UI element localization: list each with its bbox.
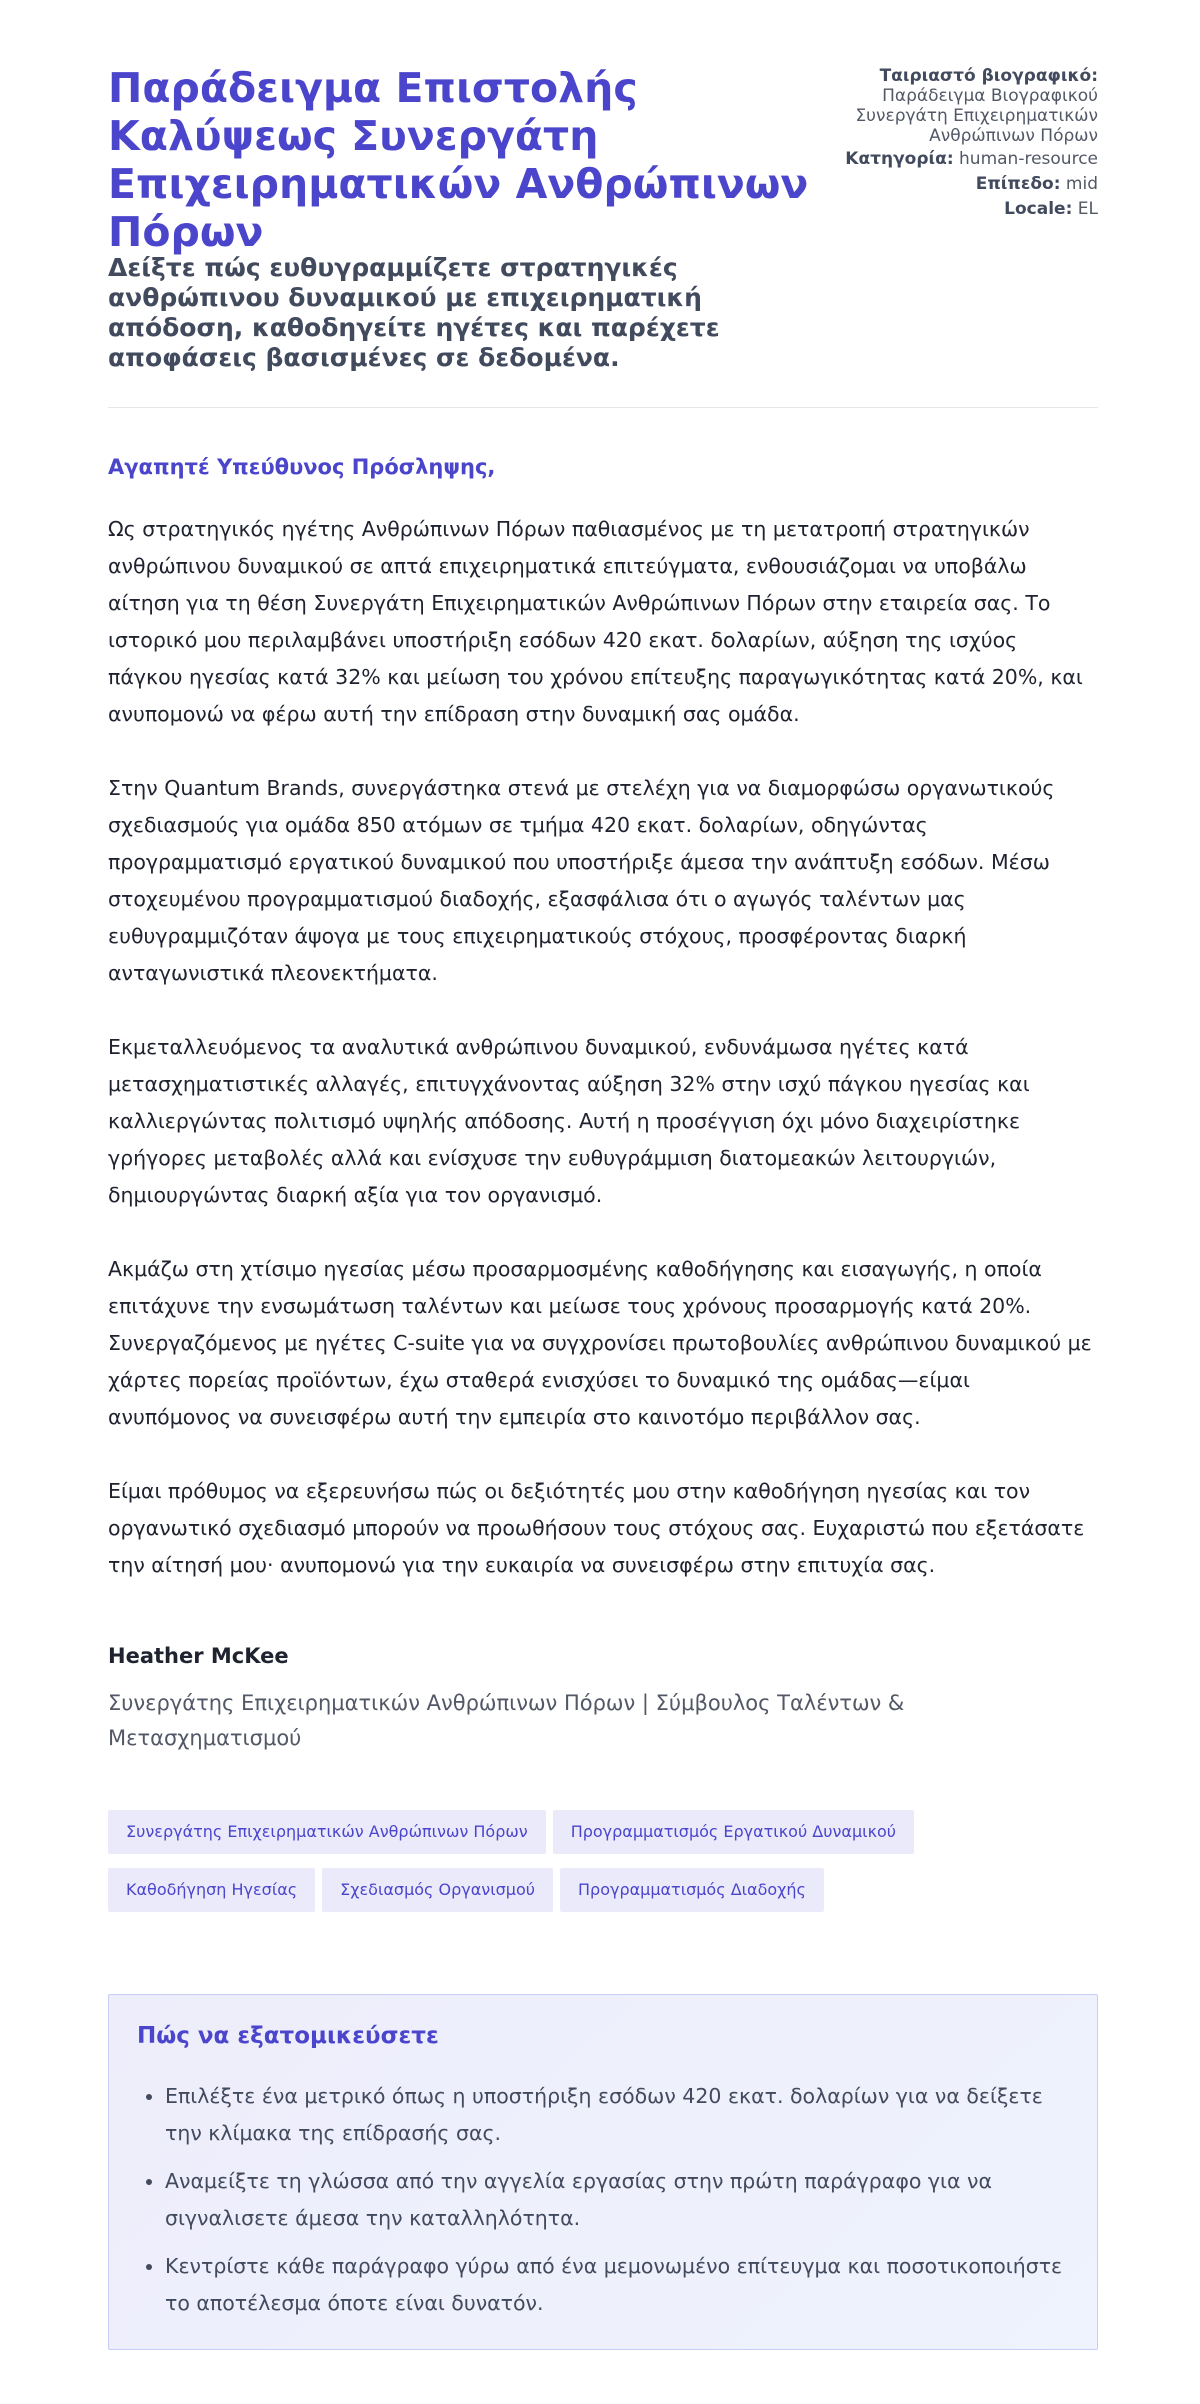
letter-paragraph: Εκμεταλλευόμενος τα αναλυτικά ανθρώπινου δυναμικού, ενδυνάμωσα ηγέτες κατά μετασχηματιστικές αλλαγές, επιτυγχάνοντας αύξηση 32% στην ισχύ πάγκου ηγεσίας και καλλιεργώντας πολιτισμό υψηλής απόδοσης. Αυτή η προσέγγιση όχι μόνο διαχειρίστηκε γρήγορες μεταβολές αλλά και ενίσχυσε την ευθυγράμμιση διατομεακών λειτουργιών, δημιουργώντας διαρκή αξία για τον οργανισμό. (108, 1035, 1030, 1207)
meta-locale-label: Locale: (1004, 199, 1073, 219)
page-title: Παράδειγμα Επιστολής Καλύψεως Συνεργάτη Επιχειρηματικών Ανθρώπινων Πόρων (108, 64, 809, 256)
meta-resume-value[interactable]: Παράδειγμα Βιογραφικού Συνεργάτη Επιχειρηματικών Ανθρώπινων Πόρων (855, 86, 1098, 146)
meta-category-label: Κατηγορία: (845, 149, 954, 169)
meta-panel (798, 66, 1098, 224)
letter-paragraph: Στην Quantum Brands, συνεργάστηκα στενά με στελέχη για να διαμορφώσω οργανωτικούς σχεδιασμούς για ομάδα 850 ατόμων σε τμήμα 420 εκατ. δολαρίων, οδηγώντας προγραμματισμό εργατικού δυναμικού που υποστήριξε άμεσα την ανάπτυξη εσόδων. Μέσω στοχευμένου προγραμματισμού διαδοχής, εξασφάλισα ότι ο αγωγός ταλέντων μας ευθυγραμμιζόταν άψογα με τους επιχειρηματικούς στόχους, προσφέροντας διαρκή ανταγωνιστικά πλεονεκτήματα. (108, 776, 1055, 985)
tips-title: Πώς να εξατομικεύσετε (137, 2023, 439, 2049)
meta-category (798, 149, 1098, 169)
letter-paragraph: Ως στρατηγικός ηγέτης Ανθρώπινων Πόρων παθιασμένος με τη μετατροπή στρατηγικών ανθρώπινου δυναμικού σε απτά επιχειρηματικά επιτεύγματα, ενθουσιάζομαι να υποβάλω αίτηση για τη θέση Συνεργάτη Επιχειρηματικών Ανθρώπινων Πόρων στην εταιρεία σας. Το ιστορικό μου περιλαμβάνει υποστήριξη εσόδων 420 εκατ. δολαρίων, αύξηση της ισχύος πάγκου ηγεσίας κατά 32% και μείωση του χρόνου επίτευξης παραγωγικότητας κατά 20%, και ανυπομονώ να φέρω αυτή την επίδραση στην δυναμική σας ομάδα. (108, 517, 1083, 726)
meta-level (798, 174, 1098, 194)
tag-chip[interactable]: Σχεδιασμός Οργανισμού (322, 1868, 553, 1912)
page-subtitle: Δείξτε πώς ευθυγραμμίζετε στρατηγικές ανθρώπινου δυναμικού με επιχειρηματική απόδοση, καθοδηγείτε ηγέτες και παρέχετε αποφάσεις βασισμένες σε δεδομένα. (108, 253, 720, 372)
page-header (108, 0, 1098, 408)
tag-chip[interactable]: Καθοδήγηση Ηγεσίας (108, 1868, 315, 1912)
letter-paragraph: Είμαι πρόθυμος να εξερευνήσω πώς οι δεξιότητές μου στην καθοδήγηση ηγεσίας και τον οργανωτικό σχεδιασμό μπορούν να προωθήσουν τους στόχους σας. Ευχαριστώ που εξετάσατε την αίτησή μου· ανυπομονώ για την ευκαιρία να συνεισφέρω στην επιτυχία σας. (108, 1479, 1085, 1577)
meta-level-label: Επίπεδο: (975, 174, 1061, 194)
tips-item: • Επιλέξτε ένα μετρικό όπως η υποστήριξη εσόδων 420 εκατ. δολαρίων για να δείξετε την κλίμακα της επίδρασής σας. (165, 2078, 1065, 2152)
letter-paragraph: Ακμάζω στη χτίσιμο ηγεσίας μέσω προσαρμοσμένης καθοδήγησης και εισαγωγής, η οποία επιτάχυνε την ενσωμάτωση ταλέντων και μείωσε τους χρόνους προσαρμογής κατά 20%. Συνεργαζόμενος με ηγέτες C-suite για να συγχρονίσει πρωτοβουλίες ανθρώπινου δυναμικού με χάρτες πορείας προϊόντων, έχω σταθερά ενισχύσει το δυναμικό της ομάδας—είμαι ανυπόμονος να συνεισφέρω αυτή την εμπειρία στο καινοτόμο περιβάλλον σας. (108, 1257, 1092, 1429)
meta-resume-label: Ταιριαστό βιογραφικό: (879, 66, 1098, 86)
customize-tips-box (108, 1994, 1098, 2350)
meta-locale (798, 199, 1098, 219)
tips-item: • Κεντρίστε κάθε παράγραφο γύρω από ένα μεμονωμένο επίτευγμα και ποσοτικοποιήστε το αποτέλεσμα όποτε είναι δυνατόν. (165, 2248, 1065, 2322)
tips-item: • Αναμείξτε τη γλώσσα από την αγγελία εργασίας στην πρώτη παράγραφο για να σιγναλισετε άμεσα την καταλληλότητα. (165, 2163, 1065, 2237)
meta-locale-value: EL (1077, 199, 1098, 219)
signature-name: Heather McKee (108, 1644, 289, 1668)
tips-list (137, 2078, 1065, 2333)
cover-letter-page (108, 0, 1098, 2315)
header-divider (108, 407, 1098, 408)
tag-list (108, 1810, 1098, 1926)
signature-role: Συνεργάτης Επιχειρηματικών Ανθρώπινων Πόρων | Σύμβουλος Ταλέντων & Μετασχηματισμού (108, 1691, 905, 1750)
meta-resume (798, 66, 1098, 146)
meta-level-value: mid (1065, 174, 1098, 194)
tag-chip[interactable]: Συνεργάτης Επιχειρηματικών Ανθρώπινων Πόρων (108, 1810, 546, 1854)
meta-category-value: human-resource (959, 149, 1098, 169)
tag-chip[interactable]: Προγραμματισμός Εργατικού Δυναμικού (553, 1810, 914, 1854)
tag-chip[interactable]: Προγραμματισμός Διαδοχής (560, 1868, 824, 1912)
letter-body (108, 511, 1098, 1621)
letter-salutation: Αγαπητέ Υπεύθυνος Πρόσληψης, (108, 455, 496, 479)
